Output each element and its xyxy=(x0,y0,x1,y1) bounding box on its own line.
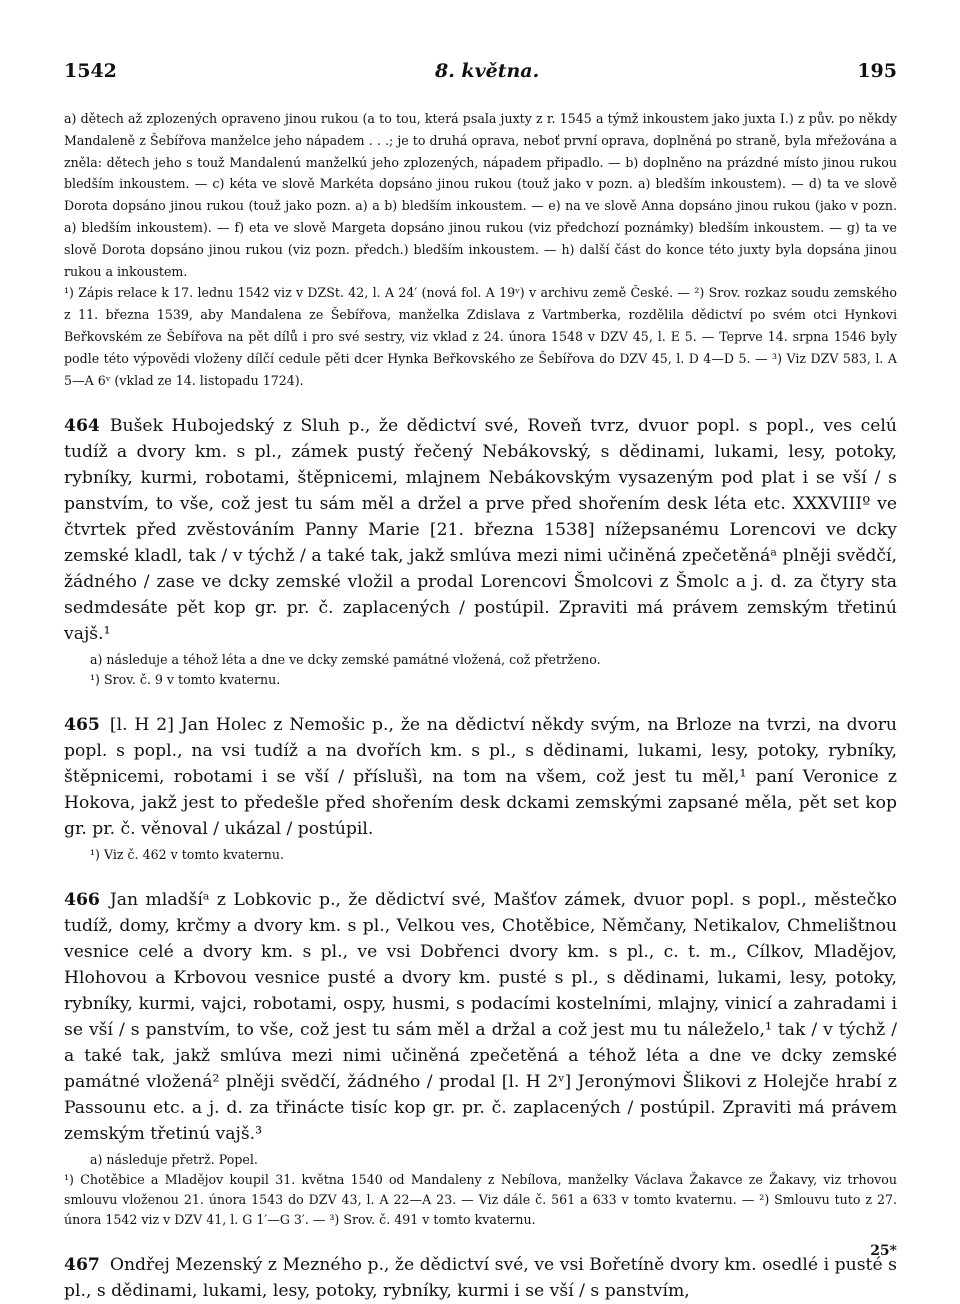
entry-note: a) následuje přetrž. Popel. xyxy=(90,1152,258,1168)
entry-note: ¹) Viz č. 462 v tomto kvaternu. xyxy=(90,847,284,863)
entry-content: Bušek Hubojedský z Sluh p., že dědictví své, Roveň tvrz, dvuor popl. s popl., ves celú tudíž a dvory km. s pl., zámek pustý řečený Nebákovský, s dědinami, lukami, lesy, potoky, rybníky, kurmi, robotami, štěpnicemi, mlajnem Nebákovským vysazeným pod plat i se vší / s panstvím, to vše, což jest tu sám měl a držel a prve před shořením desk léta etc. XXXVIIIº ve čtvrtek před zvěstováním Panny Marie [21. března 1538] nížepsanému Lorencovi ve dcky zemské kladl, tak / v týchž / a také tak, jakž smlúva mezi nimi učiněná zpečetěnáᵃ plněji svědčí, žádného / zase ve dcky zemské vložil a prodal Lorencovi Šmolcovi z Šmolc a j. d. za čtyry sta sedmdesáte pět kop gr. pr. č. zaplacených / postúpil. Zpraviti má právem zemským třetinú vajš.¹ xyxy=(64,416,897,645)
entry-467 xyxy=(64,1252,897,1304)
running-head xyxy=(64,60,897,82)
entry-number: 467 xyxy=(64,1255,100,1276)
entry-number: 466 xyxy=(64,890,100,911)
entry-text xyxy=(64,712,897,842)
entry-464 xyxy=(64,413,897,690)
textual-notes: a) dětech až zplozených opraveno jinou rukou (a to tou, která psala juxty z r. 1545 a týmž inkoustem jako juxta I.) z pův. po někdy Mandaleně z Šebířova manželce jeho nápadem . . .; je to druhá oprava, neboť první oprava, doplněná po straně, byla mřežována a zněla: dětech jeho s touž Mandalenú manželkú jeho zplozených, nápadem připadlo. — b) doplněno na prázdné místo jinou rukou bledším inkoustem. — c) kéta ve slově Markéta dopsáno jinou rukou (touž jako v pozn. a) bledším inkoustem). — d) ta ve slově Dorota dopsáno jinou rukou (touž jako pozn. a) a b) bledším inkoustem. — e) na ve slově Anna dopsáno jinou rukou (jako v pozn. a) bledším inkoustem). — f) eta ve slově Margeta dopsáno jinou rukou (viz předchozí poznámky) bledším inkoustem. — g) ta ve slově Dorota dopsáno jinou rukou (viz pozn. předch.) bledším inkoustem. — h) další část do konce této juxty byla dopsána jinou rukou a inkoustem. xyxy=(64,111,897,279)
entry-text xyxy=(64,887,897,1147)
entry-content: Ondřej Mezenský z Mezného p., že dědictví své, ve vsi Bořetíně dvory km. osedlé i pusté s pl., s dědinami, lukami, lesy, potoky, rybníky, kurmi i se vší / s panstvím, xyxy=(64,1255,897,1302)
signature-mark: 25* xyxy=(870,1243,897,1259)
entry-note: a) následuje a téhož léta a dne ve dcky zemské památné vložená, což přetrženo. xyxy=(90,652,601,668)
entry-note: ¹) Chotěbice a Mladějov koupil 31. května 1540 od Mandaleny z Nebílova, manželky Václava Žakavce ze Žakavy, viz trhovou smlouvu vloženou 21. února 1543 do DZV 43, l. A 22—A 23. — Viz dále č. 561 a 633 v tomto kvaternu. — ²) Smlouvu tuto z 27. února 1542 viz v DZV 41, l. G 1′—G 3′. — ³) Srov. č. 491 v tomto kvaternu. xyxy=(64,1172,897,1228)
header-year: 1542 xyxy=(64,60,117,82)
entry-text xyxy=(64,1252,897,1304)
entry-number: 465 xyxy=(64,715,100,736)
entry-text xyxy=(64,413,897,647)
document-page xyxy=(64,60,897,1304)
header-date: 8. května. xyxy=(434,60,540,82)
page-number: 195 xyxy=(857,60,897,82)
entry-466 xyxy=(64,887,897,1230)
entry-content: [l. H 2] Jan Holec z Nemošic p., že na dědictví někdy svým, na Brloze na tvrzi, na dvoru popl. s popl., na vsi tudíž a na dvořích km. s pl., s dědinami, lukami, lesy, potoky, rybníky, štěpnicemi, robotami i se vší / příslušì, na tom na všem, což jest tu měl,¹ paní Veronice z Hokova, jakž jest to předešle před shořením desk dckami zemskými zapsané měla, pět set kop gr. pr. č. věnoval / ukázal / postúpil. xyxy=(64,715,897,840)
source-notes: ¹) Zápis relace k 17. lednu 1542 viz v DZSt. 42, l. A 24′ (nová fol. A 19ᵛ) v archivu země České. — ²) Srov. rozkaz soudu zemského z 11. března 1539, aby Mandalena ze Šebířova, manželka Zdislava z Vartmberka, rozdělila dědictví po svém otci Hynkovi Beřkovském ze Šebířova na pět dílů i pro své sestry, viz vklad z 24. února 1548 v DZV 45, l. E 5. — Teprve 14. srpna 1546 byly podle této výpovědi vloženy dílčí cedule pěti dcer Hynka Beřkovského ze Šebířova do DZV 45, l. D 4—D 5. — ³) Viz DZV 583, l. A 5—A 6ᵛ (vklad ze 14. listopadu 1724). xyxy=(64,285,897,388)
carryover-footnotes xyxy=(64,108,897,391)
entry-number: 464 xyxy=(64,416,100,437)
entry-note: ¹) Srov. č. 9 v tomto kvaternu. xyxy=(90,672,281,688)
entry-notes xyxy=(64,1150,897,1230)
entry-465 xyxy=(64,712,897,865)
entry-notes xyxy=(64,650,897,690)
entry-content: Jan mladšíᵃ z Lobkovic p., že dědictví své, Mašťov zámek, dvuor popl. s popl., městečko tudíž, domy, krčmy a dvory km. s pl., Velkou ves, Chotěbice, Němčany, Netikalov, Chmelištnou vesnice celé a dvory km. s pl., ve vsi Dobřenci dvory km. s pl., c. t. m., Cílkov, Mladějov, Hlohovou a Krbovou vesnice pusté a dvory km. pusté s pl., s dědinami, lukami, lesy, potoky, rybníky, kurmi, vajci, robotami, ospy, husmi, s podacími kostelními, mlajny, vinicí a zahradami i se vší / s panstvím, to vše, což jest tu sám měl a držal a což jest mu tu náleželo,¹ tak / v týchž / a také tak, jakž smlúva mezi nimi učiněná zpečetěná a téhož léta a dne ve dcky zemské památné vložená² plněji svědčí, žádného / prodal [l. H 2ᵛ] Jeronýmovi Šlikovi z Holejče hrabí z Passounu etc. a j. d. za třinácte tisíc kop gr. pr. č. zaplacených / postúpil. Zpraviti má právem zemským třetinú vajš.³ xyxy=(64,890,897,1145)
entry-notes xyxy=(64,845,897,865)
